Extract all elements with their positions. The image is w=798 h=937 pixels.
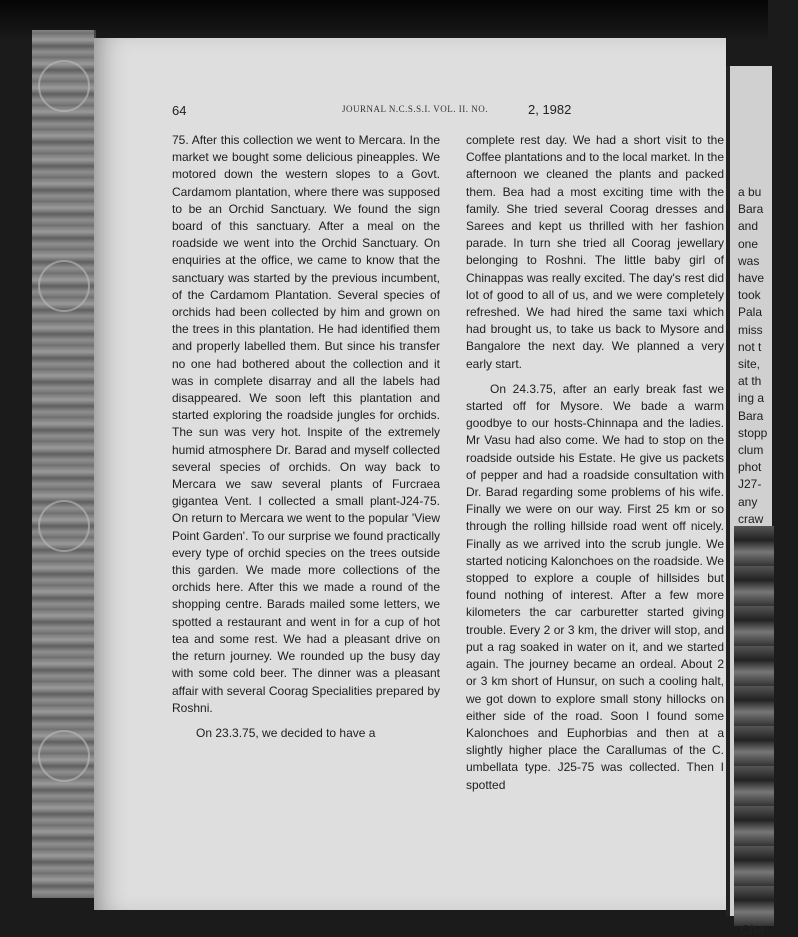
- facing-page-caption: Cha: [740, 922, 764, 937]
- paragraph: 75. After this collection we went to Mercara. In the market we bought some delicious pineapples. We motored down the western slopes to a Govt. Cardamom plantation, where there was supposed to be an Orchid Sanctuary. We found the sign board of this sanctuary. After a meal on the roadside we went into the Orchid Sanctuary. On enquiries at the office, we came to know that the sanctuary was started by the previous incumbent, of the Cardamom Plantation. Several species of orchids had been collected by him and grown on the trees in this plantation. He had identified them and properly labelled them. But since his transfer no one had bothered about the collection and it was in complete disarray and all the labels had disappeared. We soon left this plantation and started exploring the roadside jungles for orchids. The sun was very hot. Inspite of the extremely humid atmosphere Dr. Barad and myself collected several species of orchids. On way back to Mercara we saw several plants of Furcraea gigantea Vent. I collected a small plant-J24-75. On return to Mercara we went to the popular 'View Point Garden'. To our surprise we found practically every type of orchid species on the trees outside this garden. We made more collections of the orchids here. After this we made a round of the shopping centre. Barads mailed some letters, we spotted a restaurant and went in for a cup of hot tea and some rest. We had a pleasant drive on the return journey. We rounded up the busy day with some cold beer. The dinner was a pleasant affair with several Coorag Specialities prepared by Roshni.: [172, 133, 440, 715]
- facing-page: [726, 66, 772, 937]
- page-number: 64: [172, 103, 187, 118]
- spine-ornament-icon: [38, 60, 90, 112]
- book-spine: [32, 30, 96, 898]
- facing-page-text: a bu Bara and one was have took Pala miss not t site, at th ing a Bara stopp clum phot J27- any craw: [738, 185, 768, 526]
- spine-ornament-icon: [38, 260, 90, 312]
- journal-issue: 2, 1982: [528, 102, 572, 117]
- running-head: [172, 103, 728, 119]
- facing-page-photo: [734, 526, 774, 926]
- scan-dark-edge: [0, 0, 768, 40]
- spine-ornament-icon: [38, 500, 90, 552]
- paragraph: On 23.3.75, we decided to have a: [196, 725, 376, 740]
- text-column-right: [466, 132, 724, 794]
- text-column-left: [172, 132, 440, 742]
- journal-title: JOURNAL N.C.S.S.I. VOL. II. NO.: [342, 104, 489, 114]
- paragraph: complete rest day. We had a short visit to the Coffee plantations and to the local market. In the afternoon we cleaned the plants and packed them. Bea had a most exciting time with the family. She tried several Coorag dresses and Sarees and kept us thrilled with her fashion parade. In turn she tried all Coorag jewellary belonging to Roshni. The little baby girl of Chinappas was really excited. The day's rest did lot of good to all of us, and we were completely refreshed. We had hired the same taxi which had brought us, to take us back to Mysore and Bangalore the next day. We planned a very early start.: [466, 133, 724, 371]
- spine-ornament-icon: [38, 730, 90, 782]
- paragraph: On 24.3.75, after an early break fast we started off for Mysore. We bade a warm goodbye to our hosts-Chinnapa and the ladies. Mr Vasu had also come. We had to stop on the roadside outside his Estate. He give us packets of pepper and had a roadside consultation with Dr. Barad regarding some problems of his wife. Finally we were on our way. First 25 km or so through the rolling hillside road went off nicely. Finally as we arrived into the scrub jungle. We started noticing Kalonchoes on the roadside. We stopped to explore a couple of hillsides but found nothing of interest. After a few more kilometers the car carburetter started giving trouble. Every 2 or 3 km, the driver will stop, and put a rag soaked in water on it, and we started again. The journey became an ordeal. About 2 or 3 km short of Hunsur, on such a cooling halt, we got down to explore small stony hillocks on either side of the road. Soon I found some Kalonchoes and Euphorbias and then at a slightly higher place the Carallumas of the C. umbellata type. J25-75 was collected. Then I spotted: [466, 381, 724, 792]
